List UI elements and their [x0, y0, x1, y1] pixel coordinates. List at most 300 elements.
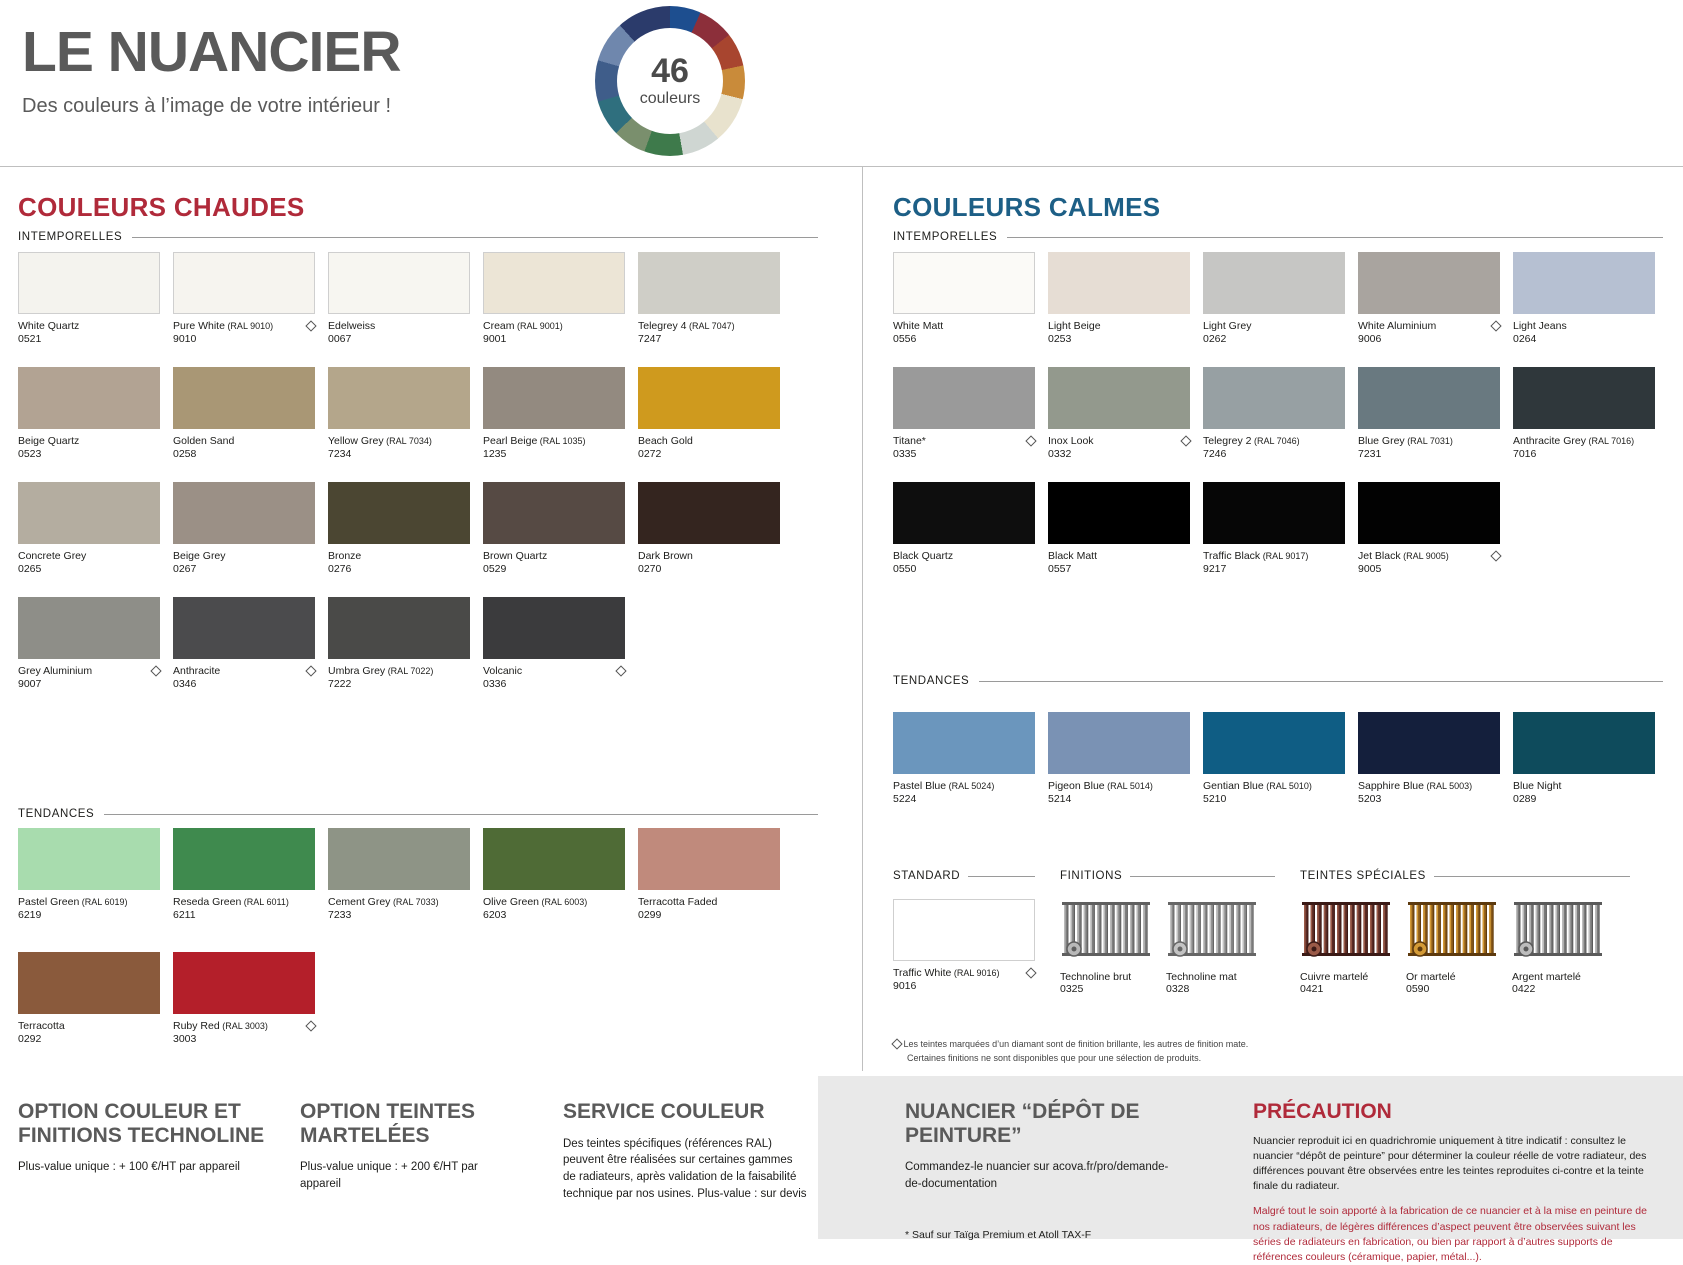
finish-name: Technoline brut [1060, 971, 1132, 983]
colour-code: 0270 [638, 563, 662, 576]
colour-code: 0521 [18, 333, 42, 346]
colour-name: Inox Look [1048, 435, 1094, 447]
radiator-icon [1060, 899, 1152, 965]
speciales-items [1300, 899, 1630, 995]
finitions-label: FINITIONS [1060, 870, 1123, 882]
colour-code: 9217 [1203, 563, 1227, 576]
calm-trend-swatches [893, 712, 1655, 836]
diamond-icon [1491, 551, 1500, 560]
colour-name: Edelweiss [328, 320, 376, 332]
footer-col3-sub: Des teintes spécifiques (références RAL) peuvent être réalisées sur certaines gammes de radiateurs, après validation de la faisabilité technique par nos usines. Plus-value : sur devis [563, 1137, 807, 1200]
diamond-icon [1026, 968, 1035, 977]
finitions-panel [1060, 870, 1275, 995]
colour-code: 9010 [173, 333, 197, 346]
finish-item [1060, 899, 1152, 995]
colour-swatch [1358, 712, 1500, 836]
radiator-icon [1166, 899, 1258, 965]
colour-meta [893, 967, 1035, 994]
calm-timeless-swatches [893, 252, 1655, 597]
finish-name: Technoline mat [1166, 971, 1237, 983]
colour-meta [173, 435, 315, 462]
colour-swatch [1203, 367, 1345, 482]
colour-ral: (RAL 6019) [79, 897, 128, 907]
colour-swatch [173, 482, 315, 597]
colour-chip [1048, 367, 1190, 429]
colour-ral: (RAL 5014) [1104, 781, 1153, 791]
colour-meta [483, 435, 625, 462]
colour-name: Light Jeans [1513, 320, 1567, 332]
diamond-icon [306, 1021, 315, 1030]
colour-name: Concrete Grey [18, 550, 87, 562]
colour-chip [173, 597, 315, 659]
colour-code: 7231 [1358, 448, 1382, 461]
colour-code: 0289 [1513, 793, 1537, 806]
colour-meta [1203, 320, 1345, 347]
colour-swatch [1203, 252, 1345, 367]
colour-meta [1513, 320, 1655, 347]
colour-chip [1513, 252, 1655, 314]
colour-swatch [173, 828, 315, 952]
colour-name: Telegrey 2 (RAL 7046) [1203, 435, 1300, 447]
colour-name: Traffic Black (RAL 9017) [1203, 550, 1309, 562]
standard-label: STANDARD [893, 870, 961, 882]
colour-swatch [483, 482, 625, 597]
colour-code: 3003 [173, 1033, 197, 1046]
diamond-icon [306, 666, 315, 675]
colour-swatch [893, 252, 1035, 367]
colour-chip [1513, 367, 1655, 429]
colour-name: Terracotta Faded [638, 896, 718, 908]
colour-swatch [328, 367, 470, 482]
colour-name: Jet Black (RAL 9005) [1358, 550, 1449, 562]
colour-swatch [1358, 367, 1500, 482]
colour-meta [328, 550, 470, 577]
colour-swatch [173, 597, 315, 712]
footer-col-3 [563, 1100, 808, 1202]
colour-code: 5214 [1048, 793, 1072, 806]
finish-item [1512, 899, 1604, 995]
colour-meta [18, 320, 160, 347]
colour-meta [483, 665, 625, 692]
colour-swatch [638, 482, 780, 597]
colour-swatch [893, 899, 1035, 994]
colour-swatch [18, 597, 160, 712]
colour-chip [173, 252, 315, 314]
column-divider [862, 166, 863, 1071]
colour-chip [1203, 252, 1345, 314]
colour-code: 0529 [483, 563, 507, 576]
colour-code: 0262 [1203, 333, 1227, 346]
colour-swatch [893, 367, 1035, 482]
colour-ral: (RAL 5003) [1423, 781, 1473, 791]
colour-chip [638, 482, 780, 544]
colour-chip [893, 482, 1035, 544]
colour-chip [18, 952, 160, 1014]
header-divider [0, 166, 1683, 167]
colour-swatch [893, 482, 1035, 597]
colour-code: 0332 [1048, 448, 1072, 461]
colour-swatch [18, 952, 160, 1076]
finish-code: 0328 [1166, 983, 1190, 995]
colour-chip [893, 252, 1035, 314]
colour-name: Yellow Grey (RAL 7034) [328, 435, 432, 447]
colour-chip [18, 482, 160, 544]
colour-swatch [483, 597, 625, 712]
colour-code: 0335 [893, 448, 917, 461]
section-title-warm: COULEURS CHAUDES [18, 192, 305, 222]
colour-name: Light Grey [1203, 320, 1252, 332]
colour-meta [173, 320, 315, 347]
warm-trends-label: TENDANCES [18, 808, 95, 820]
colour-swatch [638, 828, 780, 952]
colour-meta [893, 550, 1035, 577]
colour-name: Volcanic [483, 665, 523, 677]
colour-swatch [1048, 367, 1190, 482]
colour-code: 5224 [893, 793, 917, 806]
colour-name: Pigeon Blue (RAL 5014) [1048, 780, 1153, 792]
colour-code: 7247 [638, 333, 662, 346]
colour-code: 9016 [893, 980, 917, 993]
colour-chip [18, 828, 160, 890]
page-tagline: Des couleurs à l’image de votre intérieur ! [22, 95, 392, 117]
colour-swatch [173, 252, 315, 367]
colour-name: White Aluminium [1358, 320, 1437, 332]
footer-col-1 [18, 1100, 273, 1176]
finish-note [893, 1038, 1633, 1065]
colour-swatch [18, 252, 160, 367]
colour-code: 0264 [1513, 333, 1537, 346]
footer-col5-sub: Nuancier reproduit ici en quadrichromie uniquement à titre indicatif : consultez le nuancier “dépôt de peinture” pour déterminer la couleur réelle de votre radiateur, des différences pouvant être observées entre les teintes reproduites ci-contre et la teinte finale du radiateur. [1253, 1134, 1647, 1193]
colour-meta [893, 780, 1035, 807]
diamond-icon [1181, 436, 1190, 445]
colour-chip [638, 367, 780, 429]
colour-meta [638, 435, 780, 462]
colour-chip [328, 597, 470, 659]
colour-chip [483, 252, 625, 314]
footer-col5-title: PRÉCAUTION [1253, 1100, 1392, 1123]
colour-meta [1358, 780, 1500, 807]
colour-meta [483, 550, 625, 577]
colour-name: Grey Aluminium [18, 665, 93, 677]
colour-swatch [328, 597, 470, 712]
speciales-panel [1300, 870, 1630, 995]
colour-ral: (RAL 5024) [946, 781, 995, 791]
colour-swatch [1513, 252, 1655, 367]
colour-chip [173, 828, 315, 890]
colour-swatch [328, 482, 470, 597]
footer-col-2 [300, 1100, 510, 1192]
colour-code: 0267 [173, 563, 197, 576]
colour-chip [1048, 712, 1190, 774]
colour-code: 0265 [18, 563, 42, 576]
colour-name: Pastel Green (RAL 6019) [18, 896, 128, 908]
colour-chip [328, 367, 470, 429]
colour-code: 9001 [483, 333, 507, 346]
colour-chip [893, 367, 1035, 429]
colour-name: Golden Sand [173, 435, 235, 447]
colour-chip [483, 597, 625, 659]
finish-name: Or martelé [1406, 971, 1456, 983]
colour-name: Brown Quartz [483, 550, 548, 562]
colour-chip [1358, 482, 1500, 544]
colour-code: 0557 [1048, 563, 1072, 576]
colour-chip [893, 899, 1035, 961]
colour-name: Sapphire Blue (RAL 5003) [1358, 780, 1473, 792]
colour-swatch [638, 367, 780, 482]
colour-name: Umbra Grey (RAL 7022) [328, 665, 434, 677]
colour-meta [328, 665, 470, 692]
colour-name: Reseda Green (RAL 6011) [173, 896, 289, 908]
colour-code: 0272 [638, 448, 662, 461]
colour-meta [483, 320, 625, 347]
colour-name: White Quartz [18, 320, 80, 332]
colour-meta [328, 435, 470, 462]
colour-name: Bronze [328, 550, 362, 562]
colour-code: 0253 [1048, 333, 1072, 346]
footer-col3-title: SERVICE COULEUR [563, 1100, 765, 1123]
colour-code: 6219 [18, 909, 42, 922]
colour-chip [328, 482, 470, 544]
colour-code: 7234 [328, 448, 352, 461]
colour-name: Pearl Beige (RAL 1035) [483, 435, 586, 447]
warm-trend-swatches [18, 828, 780, 1076]
diamond-icon [306, 321, 315, 330]
colour-ral: (RAL 6011) [241, 897, 289, 907]
colour-name: Olive Green (RAL 6003) [483, 896, 588, 908]
diamond-icon [1491, 321, 1500, 330]
colour-meta [1358, 320, 1500, 347]
colour-meta [173, 550, 315, 577]
finish-item [1300, 899, 1392, 995]
colour-name: White Matt [893, 320, 944, 332]
note-line-1: Les teintes marquées d’un diamant sont de finition brillante, les autres de finition mate. [903, 1039, 1249, 1049]
standard-swatches [893, 899, 1035, 994]
calm-trends-header [893, 675, 1663, 687]
colour-chip [1203, 482, 1345, 544]
radiator-icon [1300, 899, 1392, 965]
footer-col1-sub: Plus-value unique : + 100 €/HT par appareil [18, 1161, 240, 1174]
calm-timeless-header [893, 231, 1663, 243]
colour-code: 9005 [1358, 563, 1382, 576]
footer-col1-title: OPTION COULEUR ET FINITIONS TECHNOLINE [18, 1100, 265, 1147]
colour-name: Anthracite [173, 665, 221, 677]
footer-col4-sub: Commandez-le nuancier sur acova.fr/pro/demande-de-documentation [905, 1161, 1169, 1190]
colour-meta [1358, 550, 1500, 577]
colour-ral: (RAL 7047) [686, 321, 735, 331]
colour-meta [483, 896, 625, 923]
colour-ral: (RAL 7031) [1404, 436, 1453, 446]
colour-code: 0556 [893, 333, 917, 346]
footer-col-4 [905, 1100, 1170, 1244]
colour-name: Beige Grey [173, 550, 226, 562]
colour-code: 7016 [1513, 448, 1537, 461]
colour-chip [328, 252, 470, 314]
colour-name: Beige Quartz [18, 435, 80, 447]
section-title-calm: COULEURS CALMES [893, 192, 1161, 222]
colour-meta [18, 1020, 160, 1047]
colour-meta [18, 550, 160, 577]
finish-code: 0325 [1060, 983, 1084, 995]
colour-chip [1513, 712, 1655, 774]
colour-swatch [483, 828, 625, 952]
colour-code: 6203 [483, 909, 507, 922]
colour-chip [893, 712, 1035, 774]
colour-ral: (RAL 9010) [224, 321, 274, 331]
colour-code: 6211 [173, 909, 196, 922]
colour-ral: (RAL 5010) [1263, 781, 1312, 791]
colour-swatch [1048, 252, 1190, 367]
colour-chip [18, 597, 160, 659]
colour-chip [638, 252, 780, 314]
colour-count-badge [595, 6, 745, 156]
colour-meta [893, 435, 1035, 462]
colour-chip [638, 828, 780, 890]
colour-name: Pastel Blue (RAL 5024) [893, 780, 995, 792]
colour-code: 0346 [173, 678, 197, 691]
colour-meta [638, 550, 780, 577]
colour-code: 7233 [328, 909, 352, 922]
footer-col-5 [1253, 1100, 1663, 1265]
colour-name: Beach Gold [638, 435, 693, 447]
colour-ral: (RAL 9016) [951, 968, 1000, 978]
colour-chip [173, 482, 315, 544]
colour-name: Telegrey 4 (RAL 7047) [638, 320, 735, 332]
colour-name: Dark Brown [638, 550, 693, 562]
colour-meta [328, 896, 470, 923]
finish-item [1166, 899, 1258, 995]
colour-ral: (RAL 7034) [383, 436, 432, 446]
colour-meta [18, 665, 160, 692]
colour-meta [1513, 780, 1655, 807]
colour-ral: (RAL 9005) [1400, 551, 1449, 561]
colour-name: Titane* [893, 435, 926, 447]
colour-swatch [173, 952, 315, 1076]
colour-meta [173, 1020, 315, 1047]
finish-code: 0421 [1300, 983, 1324, 995]
colour-swatch [1203, 712, 1345, 836]
colour-swatch [638, 252, 780, 367]
colour-meta [173, 665, 315, 692]
badge-number: 46 [651, 52, 689, 90]
colour-meta [1048, 435, 1190, 462]
colour-name: Pure White (RAL 9010) [173, 320, 274, 332]
colour-swatch [483, 367, 625, 482]
colour-name: Anthracite Grey (RAL 7016) [1513, 435, 1635, 447]
colour-name: Cement Grey (RAL 7033) [328, 896, 439, 908]
colour-chip [1203, 712, 1345, 774]
warm-timeless-header [18, 231, 818, 243]
standard-panel [893, 870, 1035, 994]
colour-chip [1048, 482, 1190, 544]
colour-chip [328, 828, 470, 890]
colour-swatch [328, 828, 470, 952]
colour-swatch [893, 712, 1035, 836]
colour-swatch [18, 482, 160, 597]
colour-meta [1203, 780, 1345, 807]
colour-name: Light Beige [1048, 320, 1101, 332]
colour-chip [1203, 367, 1345, 429]
colour-swatch [1513, 367, 1655, 482]
colour-meta [18, 896, 160, 923]
badge-label: couleurs [639, 90, 701, 107]
finitions-items [1060, 899, 1275, 995]
finish-name: Cuivre martelé [1300, 971, 1369, 983]
colour-swatch [1048, 482, 1190, 597]
calm-timeless-label: INTEMPORELLES [893, 231, 998, 243]
colour-meta [18, 435, 160, 462]
colour-name: Black Quartz [893, 550, 954, 562]
calm-trends-label: TENDANCES [893, 675, 970, 687]
colour-code: 5203 [1358, 793, 1382, 806]
colour-ral: (RAL 1035) [537, 436, 586, 446]
colour-chip [1358, 712, 1500, 774]
colour-swatch [18, 367, 160, 482]
radiator-icon [1406, 899, 1498, 965]
footer-col4-title: NUANCIER “DÉPÔT DE PEINTURE” [905, 1100, 1140, 1147]
footer-col5-warning: Malgré tout le soin apporté à la fabrication de ce nuancier et à la mise en peinture de nos radiateurs, de légères différences d’aspect peuvent être observées suivant les séries de radiateurs en fabrication, ou bien par rapport à d’autres supports de références couleurs (céramique, papier, métal...). [1253, 1205, 1647, 1264]
colour-code: 0292 [18, 1033, 42, 1046]
colour-chip [1358, 367, 1500, 429]
colour-swatch [483, 252, 625, 367]
colour-code: 0276 [328, 563, 352, 576]
diamond-icon [151, 666, 160, 675]
footer-col2-title: OPTION TEINTES MARTELÉES [300, 1100, 476, 1147]
colour-code: 9007 [18, 678, 42, 691]
finish-code: 0422 [1512, 983, 1536, 995]
colour-meta [1048, 550, 1190, 577]
colour-meta [173, 896, 315, 923]
colour-swatch [1358, 252, 1500, 367]
colour-name: Ruby Red (RAL 3003) [173, 1020, 268, 1032]
colour-chip [18, 367, 160, 429]
colour-code: 0299 [638, 909, 662, 922]
colour-name: Gentian Blue (RAL 5010) [1203, 780, 1312, 792]
colour-ral: (RAL 9017) [1260, 551, 1309, 561]
colour-meta [1203, 550, 1345, 577]
colour-swatch [1048, 712, 1190, 836]
diamond-icon [1026, 436, 1035, 445]
colour-name: Terracotta [18, 1020, 65, 1032]
colour-code: 5210 [1203, 793, 1227, 806]
diamond-icon [616, 666, 625, 675]
colour-code: 0523 [18, 448, 42, 461]
colour-name: Cream (RAL 9001) [483, 320, 563, 332]
colour-swatch [1203, 482, 1345, 597]
radiator-icon [1512, 899, 1604, 965]
colour-meta [1048, 780, 1190, 807]
colour-swatch [173, 367, 315, 482]
colour-name: Traffic White (RAL 9016) [893, 967, 1000, 979]
colour-swatch [328, 252, 470, 367]
colour-meta [638, 320, 780, 347]
colour-ral: (RAL 7033) [390, 897, 439, 907]
finish-item [1406, 899, 1498, 995]
colour-ral: (RAL 7022) [385, 666, 434, 676]
colour-code: 0550 [893, 563, 917, 576]
colour-ral: (RAL 6003) [539, 897, 588, 907]
colour-meta [328, 320, 470, 347]
speciales-label: TEINTES SPÉCIALES [1300, 870, 1426, 882]
colour-meta [1203, 435, 1345, 462]
finish-name: Argent martelé [1512, 971, 1581, 983]
colour-ral: (RAL 7016) [1585, 436, 1635, 446]
colour-code: 7246 [1203, 448, 1227, 461]
colour-chip [1358, 252, 1500, 314]
colour-chip [173, 952, 315, 1014]
colour-swatch [18, 828, 160, 952]
colour-name: Blue Night [1513, 780, 1562, 792]
colour-meta [1358, 435, 1500, 462]
